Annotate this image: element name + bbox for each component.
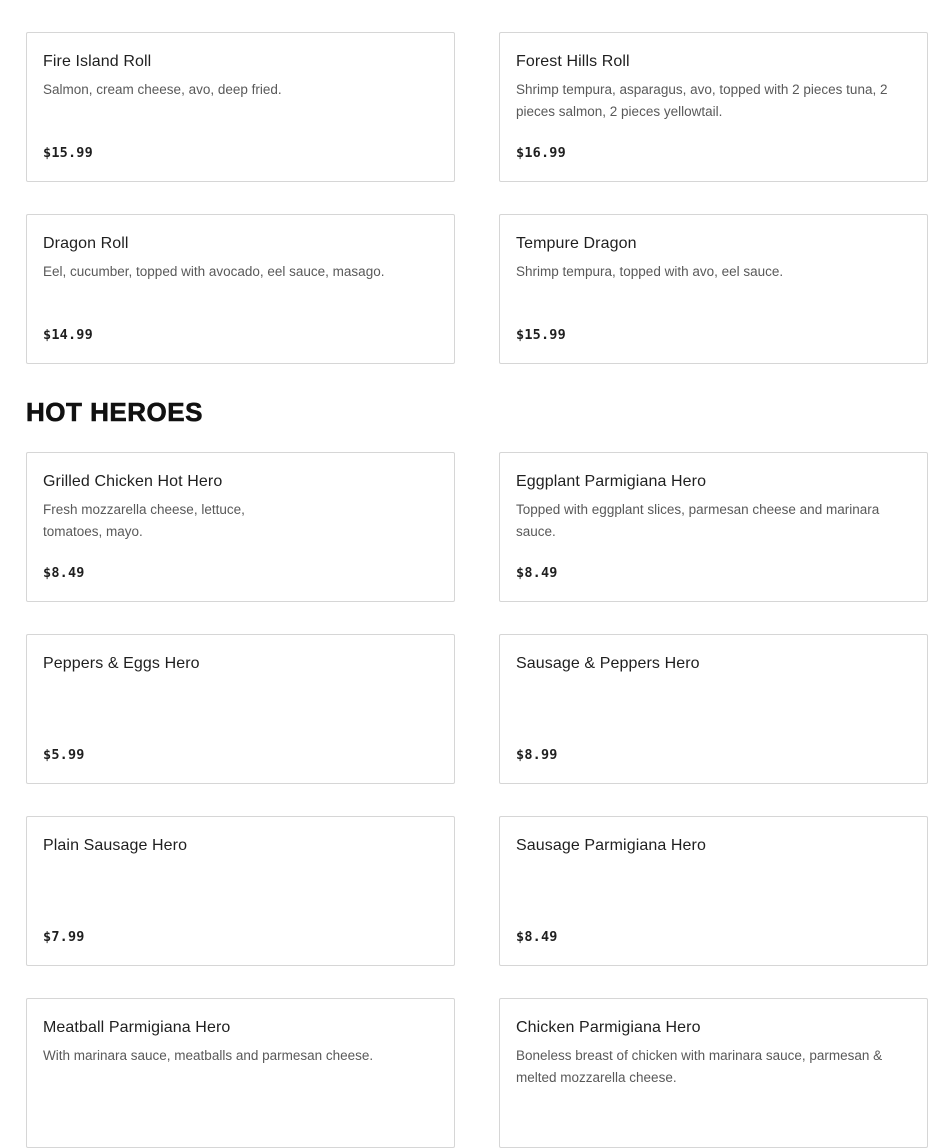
menu-item-name: Fire Island Roll — [43, 53, 152, 70]
menu-item-name: Grilled Chicken Hot Hero — [43, 473, 223, 490]
menu-item-description: Shrimp tempura, asparagus, avo, topped with 2 pieces tuna, 2 pieces salmon, 2 pieces yellowtail. — [516, 82, 888, 119]
menu-item-card[interactable] — [26, 452, 455, 602]
menu-item-price: $15.99 — [43, 145, 93, 161]
menu-item-card[interactable] — [499, 452, 928, 602]
menu-item-price: $8.49 — [516, 929, 558, 945]
menu-item-card[interactable] — [499, 816, 928, 966]
menu-item-card[interactable] — [499, 32, 928, 182]
menu-item-price: $5.99 — [43, 747, 85, 763]
menu-item-price: $16.99 — [516, 145, 566, 161]
section-title-hot-heroes: HOT HEROES — [26, 397, 203, 427]
menu-item-name: Dragon Roll — [43, 235, 129, 252]
menu-item-name: Chicken Parmigiana Hero — [516, 1019, 701, 1036]
menu-item-price: $7.99 — [43, 929, 85, 945]
menu-item-description: Fresh mozzarella cheese, lettuce, tomatoes, mayo. — [43, 502, 245, 539]
menu-item-card[interactable] — [499, 214, 928, 364]
menu-item-card[interactable] — [26, 634, 455, 784]
menu-item-price: $8.49 — [516, 565, 558, 581]
menu-item-name: Plain Sausage Hero — [43, 837, 188, 854]
menu-item-description: Topped with eggplant slices, parmesan cheese and marinara sauce. — [516, 502, 880, 539]
menu-item-price: $14.99 — [43, 327, 93, 343]
menu-item-description: Shrimp tempura, topped with avo, eel sauce. — [516, 264, 784, 279]
menu-item-card[interactable] — [499, 634, 928, 784]
menu-item-name: Peppers & Eggs Hero — [43, 655, 200, 672]
hot-heroes-grid — [26, 452, 928, 1148]
menu-item-card[interactable] — [499, 998, 928, 1148]
menu-item-name: Forest Hills Roll — [516, 53, 630, 70]
menu-item-name: Eggplant Parmigiana Hero — [516, 473, 707, 490]
menu-item-name: Sausage & Peppers Hero — [516, 655, 700, 672]
menu-item-price: $8.99 — [516, 747, 558, 763]
menu-item-name: Sausage Parmigiana Hero — [516, 837, 706, 854]
menu-item-card[interactable] — [26, 816, 455, 966]
menu-item-card[interactable] — [26, 214, 455, 364]
menu-item-description: Boneless breast of chicken with marinara sauce, parmesan & melted mozzarella cheese. — [516, 1048, 883, 1085]
menu-item-card[interactable] — [26, 998, 455, 1148]
menu-item-description: Salmon, cream cheese, avo, deep fried. — [43, 82, 282, 97]
menu-item-name: Tempure Dragon — [516, 235, 637, 252]
menu-item-description: Eel, cucumber, topped with avocado, eel sauce, masago. — [43, 264, 385, 279]
menu-item-name: Meatball Parmigiana Hero — [43, 1019, 231, 1036]
menu-items-grid — [26, 32, 928, 364]
menu-item-price: $8.49 — [43, 565, 85, 581]
menu-item-description: With marinara sauce, meatballs and parmesan cheese. — [43, 1048, 374, 1063]
menu-item-card[interactable] — [26, 32, 455, 182]
menu-item-price: $15.99 — [516, 327, 566, 343]
